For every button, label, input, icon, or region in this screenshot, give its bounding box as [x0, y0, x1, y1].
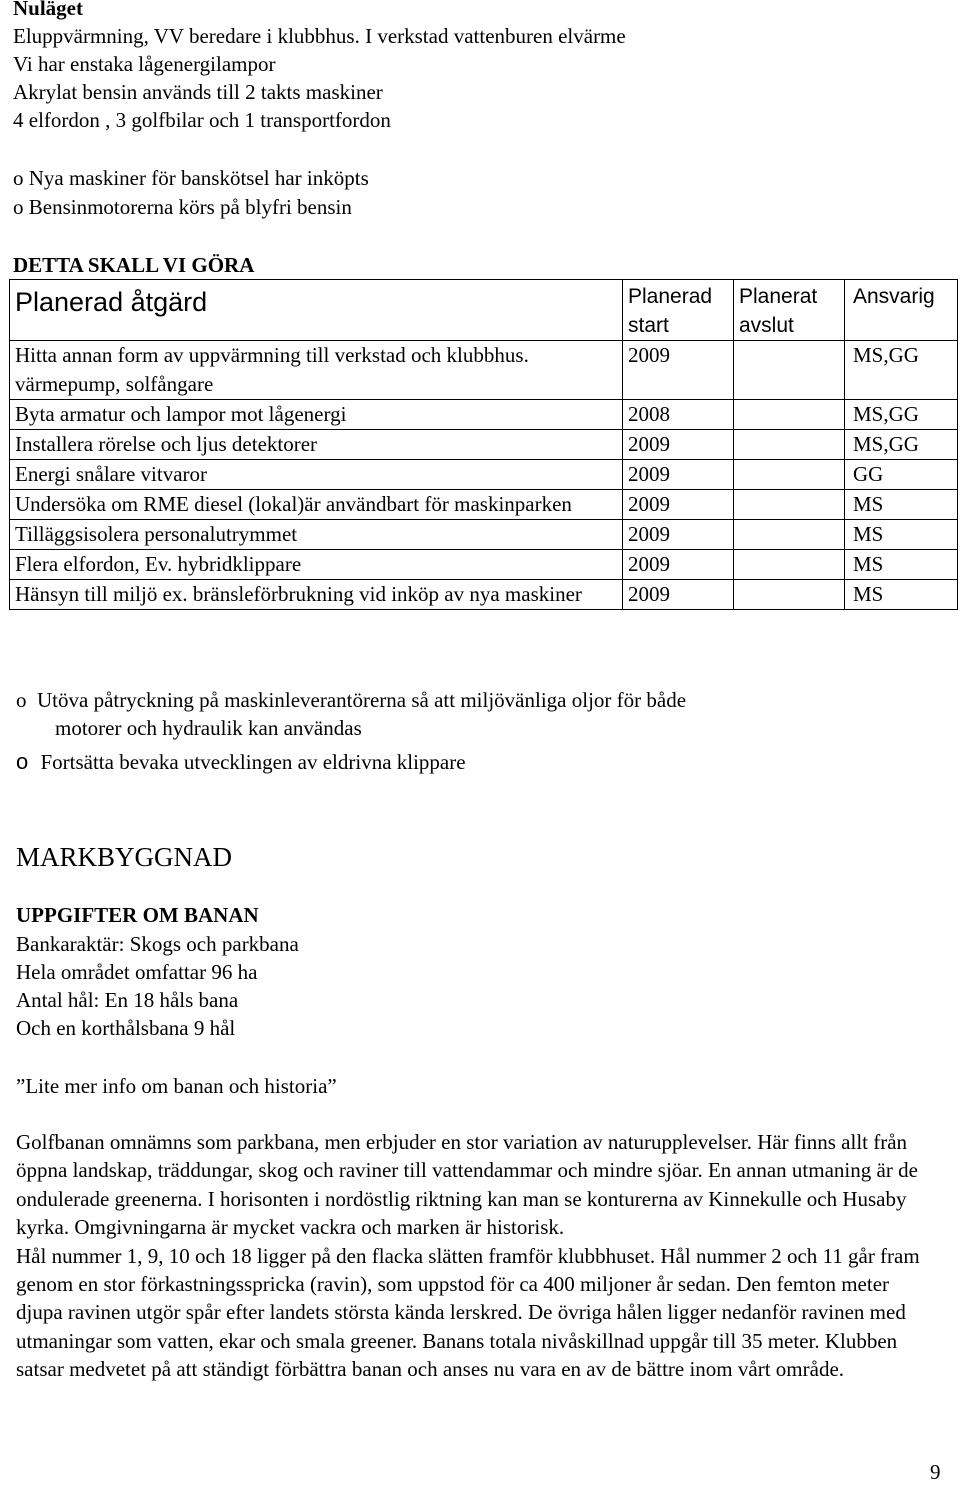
header-responsible: Ansvarig: [845, 280, 958, 341]
subheading-uppgifter: UPPGIFTER OM BANAN: [16, 903, 259, 927]
cell-action: Undersöka om RME diesel (lokal)är användbart för maskinparken: [10, 490, 623, 520]
action-bullet-continuation: motorer och hydraulik kan användas: [55, 716, 362, 740]
course-fact-line: Hela området omfattar 96 ha: [16, 960, 258, 984]
table-row: [10, 490, 958, 520]
header-planned-end: [734, 280, 845, 341]
cell-responsible: MS: [845, 520, 958, 550]
cell-responsible: MS,GG: [845, 430, 958, 460]
table-header-row: [10, 280, 958, 341]
cell-action: Tilläggsisolera personalutrymmet: [10, 520, 623, 550]
cell-end: [734, 430, 845, 460]
info-title-text: Lite mer info om banan och historia: [25, 1074, 328, 1098]
course-fact-line: Och en korthålsbana 9 hål: [16, 1016, 236, 1040]
cell-start: 2009: [623, 341, 734, 400]
info-title: [16, 1072, 337, 1100]
cell-action: Hänsyn till miljö ex. bränsleförbrukning vid inköp av nya maskiner: [10, 580, 623, 610]
cell-responsible: MS,GG: [845, 400, 958, 430]
cell-start: 2009: [623, 460, 734, 490]
cell-start: 2009: [623, 580, 734, 610]
cell-responsible: GG: [845, 460, 958, 490]
nulaget-bullet-text: Nya maskiner för banskötsel har inköpts: [28, 166, 369, 190]
table-row: [10, 580, 958, 610]
header-end-line1: Planerat: [739, 285, 818, 308]
cell-end: [734, 520, 845, 550]
action-plan-table: [9, 279, 958, 610]
cell-start: 2009: [623, 520, 734, 550]
section-heading-detta: DETTA SKALL VI GÖRA: [13, 253, 255, 277]
history-paragraph-2: Hål nummer 1, 9, 10 och 18 ligger på den flacka slätten framför klubbhuset. Hål nummer 2 och 11 går fram genom en stor förkastningsspricka (ravin), som uppstod för ca 400 miljoner år sedan. Den femton meter djupa ravinen utgör spår efter landets största kända lerskred. De övriga hålen ligger nedanför ravinen med utmaningar som vatten, ekar och smala greener. Banans totala nivåskillnad uppgår till 35 meter. Klubben satsar medvetet på att ständigt förbättra banan och anses nu vara en av de bättre inom vårt område.: [16, 1243, 920, 1382]
cell-end: [734, 341, 845, 400]
cell-end: [734, 400, 845, 430]
cell-action: Installera rörelse och ljus detektorer: [10, 430, 623, 460]
cell-action: Energi snålare vitvaror: [10, 460, 623, 490]
table-row: [10, 550, 958, 580]
quote-mark: ”: [327, 1074, 337, 1098]
table-row: [10, 520, 958, 550]
section-heading-markbyggnad: MARKBYGGNAD: [16, 842, 233, 872]
nulaget-line-1: Eluppvärmning, VV beredare i klubbhus. I verkstad vattenburen elvärme: [13, 24, 626, 48]
table-row: [10, 460, 958, 490]
bullet-circle-icon: o: [16, 688, 37, 712]
nulaget-bullet-item: [13, 164, 369, 192]
cell-end: [734, 580, 845, 610]
history-text: [16, 1128, 931, 1384]
history-paragraph-1: Golfbanan omnämns som parkbana, men erbjuder en stor variation av naturupplevelser. Här finns allt från öppna landskap, träddungar, skog och raviner till vattendammar och mindre sjöar. En annan utmaning är de ondulerade greenerna. I horisonten i nordöstlig riktning kan man se konturerna av Kinnekulle och Husaby kyrka. Omgivningarna är mycket vackra och marken är historisk.: [16, 1130, 918, 1240]
cell-end: [734, 490, 845, 520]
action-bullet-text: Utöva påtryckning på maskinleverantörerna så att miljövänliga oljor för både: [37, 688, 687, 712]
action-bullet-text: Fortsätta bevaka utvecklingen av eldrivna klippare: [40, 750, 466, 774]
nulaget-line-4: 4 elfordon , 3 golfbilar och 1 transportfordon: [13, 108, 391, 132]
table-row: [10, 341, 958, 400]
bullet-circle-icon: o: [13, 166, 29, 190]
nulaget-bullet-item: [13, 193, 352, 221]
nulaget-bullet-text: Bensinmotorerna körs på blyfri bensin: [28, 195, 352, 219]
header-planned-start: [623, 280, 734, 341]
course-fact-line: Bankaraktär: Skogs och parkbana: [16, 932, 299, 956]
header-end-line2: avslut: [739, 314, 794, 337]
cell-responsible: MS: [845, 490, 958, 520]
action-bullet-item: [16, 748, 466, 776]
quote-mark: ”: [16, 1074, 26, 1098]
bullet-circle-icon: o: [13, 195, 29, 219]
cell-action: Flera elfordon, Ev. hybridklippare: [10, 550, 623, 580]
cell-responsible: MS: [845, 550, 958, 580]
cell-action: Byta armatur och lampor mot lågenergi: [10, 400, 623, 430]
table-row: [10, 430, 958, 460]
nulaget-line-3: Akrylat bensin används till 2 takts maskiner: [13, 80, 383, 104]
page-number: 9: [930, 1460, 941, 1484]
cell-end: [734, 460, 845, 490]
cell-responsible: MS,GG: [845, 341, 958, 400]
header-start-line1: Planerad: [628, 285, 713, 308]
bullet-circle-icon: o: [16, 749, 41, 774]
course-fact-line: Antal hål: En 18 håls bana: [16, 988, 239, 1012]
table-row: [10, 400, 958, 430]
action-bullet-item: [16, 686, 686, 714]
cell-start: 2009: [623, 430, 734, 460]
header-planned-action: Planerad åtgärd: [10, 280, 623, 341]
header-start-line2: start: [628, 314, 669, 337]
cell-responsible: MS: [845, 580, 958, 610]
cell-end: [734, 550, 845, 580]
nulaget-line-2: Vi har enstaka lågenergilampor: [13, 52, 276, 76]
cell-action: Hitta annan form av uppvärmning till verkstad och klubbhus. värmepump, solfångare: [10, 341, 623, 400]
cell-start: 2009: [623, 550, 734, 580]
section-heading-nulaget: Nuläget: [13, 0, 83, 20]
cell-start: 2008: [623, 400, 734, 430]
cell-start: 2009: [623, 490, 734, 520]
